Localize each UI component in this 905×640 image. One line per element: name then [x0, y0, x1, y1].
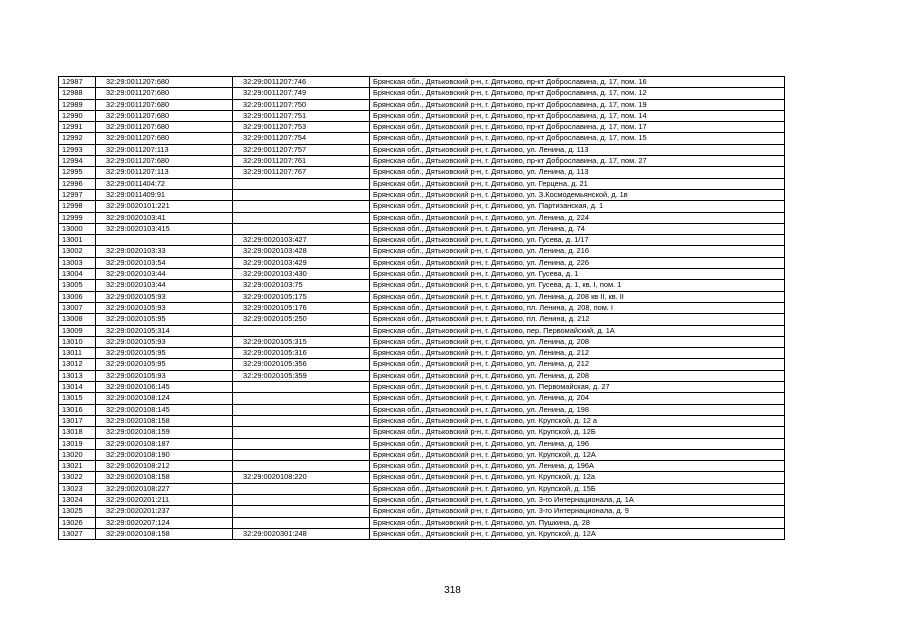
row-number: 13018 — [59, 427, 96, 438]
land-cadastral-number: 32:29:0020103:33 — [96, 246, 233, 257]
table-row — [59, 201, 785, 212]
row-number: 13013 — [59, 370, 96, 381]
row-number: 13005 — [59, 280, 96, 291]
land-cadastral-number: 32:29:0020108:145 — [96, 404, 233, 415]
building-cadastral-number — [233, 382, 370, 393]
land-cadastral-number: 32:29:0011207:680 — [96, 122, 233, 133]
land-cadastral-number: 32:29:0020201:237 — [96, 506, 233, 517]
row-number: 13015 — [59, 393, 96, 404]
table-row — [59, 88, 785, 99]
building-cadastral-number: 32:29:0011207:746 — [233, 77, 370, 88]
table-row — [59, 133, 785, 144]
address: Брянская обл., Дятьковский р-н, г. Дятьково, ул. 3-го Интернационала, д. 1А — [370, 494, 785, 505]
building-cadastral-number: 32:29:0011207:751 — [233, 110, 370, 121]
table-row — [59, 167, 785, 178]
row-number: 13016 — [59, 404, 96, 415]
land-cadastral-number: 32:29:0011207:680 — [96, 133, 233, 144]
land-cadastral-number: 32:29:0020105:95 — [96, 359, 233, 370]
land-cadastral-number: 32:29:0011207:680 — [96, 156, 233, 167]
address: Брянская обл., Дятьковский р-н, г. Дятьково, ул. Крупской, д. 15Б — [370, 483, 785, 494]
row-number: 12993 — [59, 144, 96, 155]
land-cadastral-number: 32:29:0020108:159 — [96, 427, 233, 438]
building-cadastral-number — [233, 212, 370, 223]
building-cadastral-number: 32:29:0020103:430 — [233, 269, 370, 280]
address: Брянская обл., Дятьковский р-н, г. Дятьково, пр-кт Доброславина, д. 17, пом. 19 — [370, 99, 785, 110]
table-row — [59, 404, 785, 415]
land-cadastral-number: 32:29:0011207:680 — [96, 99, 233, 110]
row-number: 13012 — [59, 359, 96, 370]
address: Брянская обл., Дятьковский р-н, г. Дятьково, ул. Ленина, д. 212 — [370, 359, 785, 370]
building-cadastral-number: 32:29:0011207:753 — [233, 122, 370, 133]
row-number: 13000 — [59, 223, 96, 234]
address: Брянская обл., Дятьковский р-н, г. Дятьково, пр-кт Доброславина, д. 17, пом. 14 — [370, 110, 785, 121]
address: Брянская обл., Дятьковский р-н, г. Дятьково, пр-кт Доброславина, д. 17, пом. 12 — [370, 88, 785, 99]
address: Брянская обл., Дятьковский р-н, г. Дятьково, ул. Ленина, д. 74 — [370, 223, 785, 234]
land-cadastral-number: 32:29:0011207:680 — [96, 77, 233, 88]
land-cadastral-number: 32:29:0020103:54 — [96, 257, 233, 268]
land-cadastral-number: 32:29:0020101:221 — [96, 201, 233, 212]
land-cadastral-number: 32:29:0011207:113 — [96, 144, 233, 155]
cadastral-table — [58, 76, 785, 540]
row-number: 13017 — [59, 415, 96, 426]
row-number: 13021 — [59, 461, 96, 472]
table-row — [59, 212, 785, 223]
land-cadastral-number: 32:29:0020103:415 — [96, 223, 233, 234]
land-cadastral-number: 32:29:0020105:95 — [96, 314, 233, 325]
address: Брянская обл., Дятьковский р-н, г. Дятьково, ул. Ленина, д. 208 — [370, 370, 785, 381]
row-number: 13026 — [59, 517, 96, 528]
address: Брянская обл., Дятьковский р-н, г. Дятьково, ул. Гусева, д. 1/17 — [370, 235, 785, 246]
building-cadastral-number: 32:29:0020105:176 — [233, 302, 370, 313]
address: Брянская обл., Дятьковский р-н, г. Дятьково, ул. Герцена, д. 21 — [370, 178, 785, 189]
table-row — [59, 280, 785, 291]
row-number: 13014 — [59, 382, 96, 393]
address: Брянская обл., Дятьковский р-н, г. Дятьково, ул. З.Космодемьянской, д. 1в — [370, 189, 785, 200]
address: Брянская обл., Дятьковский р-н, г. Дятьково, ул. Ленина, д. 196А — [370, 461, 785, 472]
table-row — [59, 449, 785, 460]
building-cadastral-number — [233, 483, 370, 494]
land-cadastral-number: 32:29:0011207:680 — [96, 110, 233, 121]
table-row — [59, 246, 785, 257]
land-cadastral-number: 32:29:0020105:93 — [96, 302, 233, 313]
building-cadastral-number: 32:29:0011207:749 — [233, 88, 370, 99]
building-cadastral-number: 32:29:0020301:248 — [233, 528, 370, 539]
building-cadastral-number: 32:29:0020103:75 — [233, 280, 370, 291]
row-number: 13027 — [59, 528, 96, 539]
address: Брянская обл., Дятьковский р-н, г. Дятьково, ул. Ленина, д. 204 — [370, 393, 785, 404]
table-row — [59, 99, 785, 110]
table-row — [59, 517, 785, 528]
row-number: 13024 — [59, 494, 96, 505]
land-cadastral-number: 32:29:0020201:211 — [96, 494, 233, 505]
address: Брянская обл., Дятьковский р-н, г. Дятьково, ул. Ленина, д. 216 — [370, 246, 785, 257]
row-number: 12988 — [59, 88, 96, 99]
address: Брянская обл., Дятьковский р-н, г. Дятьково, ул. Крупской, д. 12Б — [370, 427, 785, 438]
building-cadastral-number: 32:29:0020105:359 — [233, 370, 370, 381]
building-cadastral-number: 32:29:0011207:754 — [233, 133, 370, 144]
row-number: 13010 — [59, 336, 96, 347]
address: Брянская обл., Дятьковский р-н, г. Дятьково, ул. Ленина, д. 208 — [370, 336, 785, 347]
table-row — [59, 483, 785, 494]
building-cadastral-number: 32:29:0011207:750 — [233, 99, 370, 110]
table-row — [59, 336, 785, 347]
table-row — [59, 122, 785, 133]
land-cadastral-number: 32:29:0020108:158 — [96, 472, 233, 483]
table-row — [59, 189, 785, 200]
building-cadastral-number — [233, 415, 370, 426]
land-cadastral-number: 32:29:0020105:93 — [96, 336, 233, 347]
building-cadastral-number: 32:29:0020103:428 — [233, 246, 370, 257]
land-cadastral-number: 32:29:0020108:124 — [96, 393, 233, 404]
row-number: 12997 — [59, 189, 96, 200]
land-cadastral-number: 32:29:0020103:41 — [96, 212, 233, 223]
row-number: 13023 — [59, 483, 96, 494]
address: Брянская обл., Дятьковский р-н, г. Дятьково, пр-кт Доброславина, д. 17, пом. 15 — [370, 133, 785, 144]
address: Брянская обл., Дятьковский р-н, г. Дятьково, ул. Партизанская, д. 1 — [370, 201, 785, 212]
building-cadastral-number: 32:29:0020103:429 — [233, 257, 370, 268]
building-cadastral-number — [233, 449, 370, 460]
address: Брянская обл., Дятьковский р-н, г. Дятьково, ул. Ленина, д. 224 — [370, 212, 785, 223]
address: Брянская обл., Дятьковский р-н, г. Дятьково, пл. Ленина, д. 212 — [370, 314, 785, 325]
land-cadastral-number: 32:29:0020105:93 — [96, 370, 233, 381]
table-row — [59, 415, 785, 426]
building-cadastral-number: 32:29:0020105:175 — [233, 291, 370, 302]
row-number: 13020 — [59, 449, 96, 460]
row-number: 12996 — [59, 178, 96, 189]
table-row — [59, 382, 785, 393]
building-cadastral-number — [233, 461, 370, 472]
row-number: 12999 — [59, 212, 96, 223]
row-number: 13001 — [59, 235, 96, 246]
table-row — [59, 325, 785, 336]
address: Брянская обл., Дятьковский р-н, г. Дятьково, ул. Первомайская, д. 27 — [370, 382, 785, 393]
table-row — [59, 257, 785, 268]
row-number: 12991 — [59, 122, 96, 133]
table-row — [59, 77, 785, 88]
building-cadastral-number: 32:29:0011207:757 — [233, 144, 370, 155]
land-cadastral-number: 32:29:0020108:212 — [96, 461, 233, 472]
row-number: 12989 — [59, 99, 96, 110]
address: Брянская обл., Дятьковский р-н, г. Дятьково, ул. 3-го Интернационала, д. 9 — [370, 506, 785, 517]
address: Брянская обл., Дятьковский р-н, г. Дятьково, ул. Ленина, д. 212 — [370, 348, 785, 359]
address: Брянская обл., Дятьковский р-н, г. Дятьково, ул. Гусева, д. 1, кв. I, пом. 1 — [370, 280, 785, 291]
row-number: 12992 — [59, 133, 96, 144]
building-cadastral-number: 32:29:0020105:250 — [233, 314, 370, 325]
table-row — [59, 427, 785, 438]
address: Брянская обл., Дятьковский р-н, г. Дятьково, пер. Первомайский, д. 1А — [370, 325, 785, 336]
building-cadastral-number — [233, 393, 370, 404]
row-number: 13011 — [59, 348, 96, 359]
land-cadastral-number: 32:29:0020103:44 — [96, 280, 233, 291]
table-row — [59, 393, 785, 404]
table-row — [59, 144, 785, 155]
table-row — [59, 156, 785, 167]
land-cadastral-number: 32:29:0020108:158 — [96, 528, 233, 539]
row-number: 13019 — [59, 438, 96, 449]
building-cadastral-number: 32:29:0020105:316 — [233, 348, 370, 359]
building-cadastral-number: 32:29:0011207:761 — [233, 156, 370, 167]
land-cadastral-number: 32:29:0020207:124 — [96, 517, 233, 528]
row-number: 12987 — [59, 77, 96, 88]
row-number: 13002 — [59, 246, 96, 257]
building-cadastral-number: 32:29:0020108:220 — [233, 472, 370, 483]
building-cadastral-number — [233, 404, 370, 415]
page-number: 318 — [444, 585, 461, 596]
address: Брянская обл., Дятьковский р-н, г. Дятьково, пл. Ленина, д. 208, пом. I — [370, 302, 785, 313]
building-cadastral-number: 32:29:0020105:356 — [233, 359, 370, 370]
land-cadastral-number: 32:29:0011207:680 — [96, 88, 233, 99]
address: Брянская обл., Дятьковский р-н, г. Дятьково, пр-кт Доброславина, д. 17, пом. 16 — [370, 77, 785, 88]
land-cadastral-number: 32:29:0020108:227 — [96, 483, 233, 494]
table-body — [59, 77, 785, 540]
land-cadastral-number: 32:29:0020108:187 — [96, 438, 233, 449]
address: Брянская обл., Дятьковский р-н, г. Дятьково, ул. Ленина, д. 208 кв II, кв. II — [370, 291, 785, 302]
row-number: 13006 — [59, 291, 96, 302]
table-row — [59, 359, 785, 370]
row-number: 13025 — [59, 506, 96, 517]
building-cadastral-number — [233, 189, 370, 200]
address: Брянская обл., Дятьковский р-н, г. Дятьково, ул. Ленина, д. 196 — [370, 438, 785, 449]
table-row — [59, 348, 785, 359]
row-number: 13004 — [59, 269, 96, 280]
table-row — [59, 461, 785, 472]
address: Брянская обл., Дятьковский р-н, г. Дятьково, пр-кт Доброславина, д. 17, пом. 17 — [370, 122, 785, 133]
address: Брянская обл., Дятьковский р-н, г. Дятьково, ул. Ленина, д. 226 — [370, 257, 785, 268]
land-cadastral-number: 32:29:0011207:113 — [96, 167, 233, 178]
table-row — [59, 178, 785, 189]
table-row — [59, 223, 785, 234]
address: Брянская обл., Дятьковский р-н, г. Дятьково, ул. Крупской, д. 12 а — [370, 415, 785, 426]
row-number: 12995 — [59, 167, 96, 178]
address: Брянская обл., Дятьковский р-н, г. Дятьково, ул. Ленина, д. 113 — [370, 144, 785, 155]
building-cadastral-number — [233, 506, 370, 517]
land-cadastral-number: 32:29:0011409:91 — [96, 189, 233, 200]
building-cadastral-number — [233, 201, 370, 212]
land-cadastral-number: 32:29:0011404:72 — [96, 178, 233, 189]
building-cadastral-number — [233, 223, 370, 234]
land-cadastral-number: 32:29:0020108:158 — [96, 415, 233, 426]
address: Брянская обл., Дятьковский р-н, г. Дятьково, ул. Крупской, д. 12а — [370, 472, 785, 483]
table-row — [59, 472, 785, 483]
address: Брянская обл., Дятьковский р-н, г. Дятьково, ул. Гусева, д. 1 — [370, 269, 785, 280]
table-row — [59, 494, 785, 505]
table-row — [59, 528, 785, 539]
building-cadastral-number — [233, 494, 370, 505]
address: Брянская обл., Дятьковский р-н, г. Дятьково, ул. Пушкина, д. 28 — [370, 517, 785, 528]
building-cadastral-number: 32:29:0020103:427 — [233, 235, 370, 246]
row-number: 13003 — [59, 257, 96, 268]
table-row — [59, 110, 785, 121]
address: Брянская обл., Дятьковский р-н, г. Дятьково, ул. Ленина, д. 113 — [370, 167, 785, 178]
building-cadastral-number: 32:29:0011207:767 — [233, 167, 370, 178]
land-cadastral-number: 32:29:0020105:314 — [96, 325, 233, 336]
table-row — [59, 302, 785, 313]
land-cadastral-number: 32:29:0020106:145 — [96, 382, 233, 393]
row-number: 13022 — [59, 472, 96, 483]
address: Брянская обл., Дятьковский р-н, г. Дятьково, пр-кт Доброславина, д. 17, пом. 27 — [370, 156, 785, 167]
land-cadastral-number: 32:29:0020108:190 — [96, 449, 233, 460]
table-row — [59, 370, 785, 381]
land-cadastral-number: 32:29:0020105:95 — [96, 348, 233, 359]
land-cadastral-number: 32:29:0020103:44 — [96, 269, 233, 280]
row-number: 13009 — [59, 325, 96, 336]
address: Брянская обл., Дятьковский р-н, г. Дятьково, ул. Ленина, д. 198 — [370, 404, 785, 415]
table-row — [59, 235, 785, 246]
row-number: 13008 — [59, 314, 96, 325]
land-cadastral-number — [96, 235, 233, 246]
building-cadastral-number — [233, 325, 370, 336]
table-row — [59, 269, 785, 280]
building-cadastral-number: 32:29:0020105:315 — [233, 336, 370, 347]
row-number: 12998 — [59, 201, 96, 212]
table-row — [59, 314, 785, 325]
row-number: 13007 — [59, 302, 96, 313]
table-row — [59, 506, 785, 517]
row-number: 12994 — [59, 156, 96, 167]
address: Брянская обл., Дятьковский р-н, г. Дятьково, ул. Крупской, д. 12А — [370, 528, 785, 539]
row-number: 12990 — [59, 110, 96, 121]
building-cadastral-number — [233, 427, 370, 438]
table-row — [59, 438, 785, 449]
table-row — [59, 291, 785, 302]
building-cadastral-number — [233, 178, 370, 189]
address: Брянская обл., Дятьковский р-н, г. Дятьково, ул. Крупской, д. 12А — [370, 449, 785, 460]
building-cadastral-number — [233, 517, 370, 528]
building-cadastral-number — [233, 438, 370, 449]
land-cadastral-number: 32:29:0020105:93 — [96, 291, 233, 302]
